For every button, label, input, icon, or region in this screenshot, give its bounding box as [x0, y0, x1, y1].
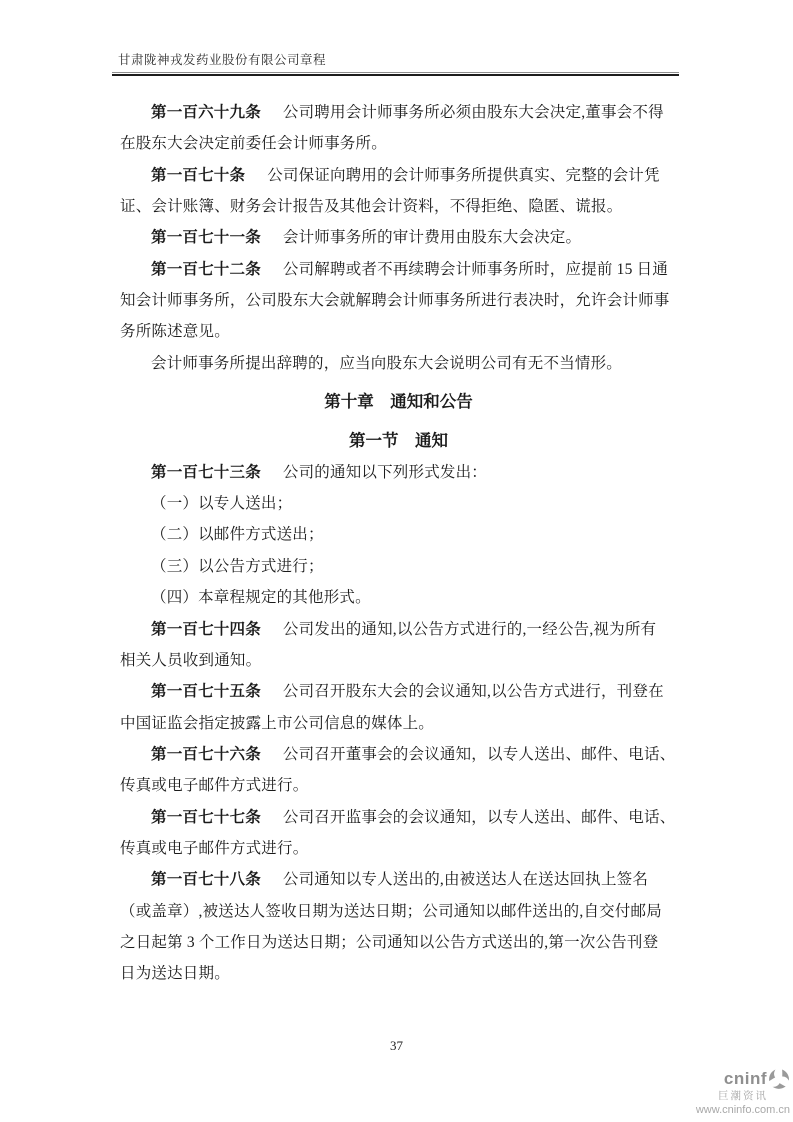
line-text: 证、会计账簿、财务会计报告及其他会计资料，不得拒绝、隐匿、谎报。 — [120, 198, 623, 216]
line-text: 务所陈述意见。 — [120, 323, 230, 341]
text-line — [120, 676, 677, 707]
header-rule-thick — [112, 74, 679, 76]
text-line — [120, 708, 677, 739]
line-text: 公司召开监事会的会议通知，以专人送出、邮件、电话、 — [282, 808, 676, 826]
text-line — [120, 285, 677, 316]
line-text: 在股东大会决定前委任会计师事务所。 — [120, 135, 387, 153]
paragraph — [120, 676, 677, 739]
paragraph — [120, 254, 677, 348]
text-line — [120, 770, 677, 801]
text-line — [120, 160, 677, 191]
paragraph — [120, 864, 677, 989]
article-number: 第一百七十八条 — [151, 871, 261, 889]
article-number: 第一百七十二条 — [151, 260, 261, 278]
line-text: 公司的通知以下列形式发出： — [282, 463, 488, 481]
text-line — [120, 645, 677, 676]
chapter-heading: 第十章 通知和公告 — [324, 392, 473, 412]
article-number: 第一百七十三条 — [151, 463, 261, 481]
cninfo-watermark — [696, 1068, 790, 1117]
line-text: 相关人员收到通知。 — [120, 651, 262, 669]
page-header — [112, 52, 679, 76]
line-text: 中国证监会指定披露上市公司信息的媒体上。 — [120, 714, 435, 732]
text-line — [120, 614, 677, 645]
text-line — [120, 864, 677, 895]
line-text: 传真或电子邮件方式进行。 — [120, 777, 309, 795]
page-number: 37 — [390, 1038, 403, 1053]
text-line — [120, 222, 677, 253]
line-text: 知会计师事务所，公司股东大会就解聘会计师事务所进行表决时，允许会计师事 — [120, 292, 670, 310]
paragraph — [120, 160, 677, 223]
line-text: 公司聘用会计师事务所必须由股东大会决定,董事会不得 — [282, 104, 664, 121]
paragraph — [120, 802, 677, 865]
watermark-name: 巨潮资讯 — [718, 1090, 768, 1102]
line-text: （二）以邮件方式送出； — [151, 526, 324, 544]
text-line — [120, 128, 677, 159]
line-text: 公司发出的通知,以公告方式进行的,一经公告,视为所有 — [282, 620, 657, 638]
line-text: 公司通知以专人送出的,由被送达人在送达回执上签名 — [282, 871, 649, 889]
header-title: 甘肃陇神戎发药业股份有限公司章程 — [118, 53, 327, 67]
article-number: 第一百七十四条 — [151, 620, 261, 638]
line-text: 公司保证向聘用的会计师事务所提供真实、完整的会计凭 — [267, 166, 660, 184]
header-rule-thin — [112, 72, 679, 73]
line-text: 会计师事务所的审计费用由股东大会决定。 — [282, 229, 582, 247]
paragraph — [120, 551, 677, 582]
paragraph — [120, 457, 677, 488]
section-heading: 第一节 通知 — [349, 431, 448, 451]
article-number: 第一百七十五条 — [151, 683, 261, 701]
line-text: （或盖章）,被送达人签收日期为送达日期；公司通知以邮件送出的,自交付邮局 — [120, 902, 662, 920]
text-line — [120, 551, 677, 582]
paragraph — [120, 97, 677, 160]
text-line — [120, 457, 677, 488]
article-number: 第一百七十六条 — [151, 745, 261, 763]
text-line — [120, 833, 677, 864]
watermark-brand-row — [696, 1068, 790, 1090]
article-number: 第一百七十条 — [151, 166, 246, 184]
text-line — [120, 739, 677, 770]
watermark-brand-text: cninf — [723, 1069, 767, 1088]
line-text: 公司召开董事会的会议通知，以专人送出、邮件、电话、 — [282, 745, 676, 763]
line-text: （一）以专人送出； — [151, 495, 293, 513]
paragraph — [120, 739, 677, 802]
cninfo-swirl-icon — [768, 1068, 790, 1090]
paragraph — [120, 519, 677, 550]
text-line — [120, 958, 677, 989]
line-text: 公司召开股东大会的会议通知,以公告方式进行，刊登在 — [282, 683, 664, 701]
line-text: （四）本章程规定的其他形式。 — [151, 589, 371, 607]
text-line — [120, 488, 677, 519]
text-line — [120, 348, 677, 379]
article-number: 第一百七十一条 — [151, 229, 261, 247]
text-line — [120, 191, 677, 222]
line-text: （三）以公告方式进行； — [151, 557, 324, 575]
text-line — [120, 927, 677, 958]
line-text: 日为送达日期。 — [120, 965, 230, 983]
text-line — [120, 582, 677, 613]
paragraph — [120, 614, 677, 677]
paragraph — [120, 488, 677, 519]
line-text: 会计师事务所提出辞聘的，应当向股东大会说明公司有无不当情形。 — [151, 354, 623, 372]
paragraph — [120, 222, 677, 253]
watermark-url: www.cninfo.com.cn — [695, 1104, 790, 1116]
document-body — [120, 97, 677, 990]
paragraph — [120, 582, 677, 613]
text-line — [120, 896, 677, 927]
article-number: 第一百六十九条 — [151, 104, 261, 121]
line-text: 之日起第 3 个工作日为送达日期；公司通知以公告方式送出的,第一次公告刊登 — [120, 933, 659, 951]
text-line — [120, 316, 677, 347]
text-line — [120, 254, 677, 285]
line-text: 传真或电子邮件方式进行。 — [120, 839, 309, 857]
line-text: 公司解聘或者不再续聘会计师事务所时，应提前 15 日通 — [282, 260, 669, 278]
text-line — [120, 802, 677, 833]
article-number: 第一百七十七条 — [151, 808, 261, 826]
text-line — [120, 97, 677, 128]
paragraph — [120, 348, 677, 379]
text-line — [120, 519, 677, 550]
